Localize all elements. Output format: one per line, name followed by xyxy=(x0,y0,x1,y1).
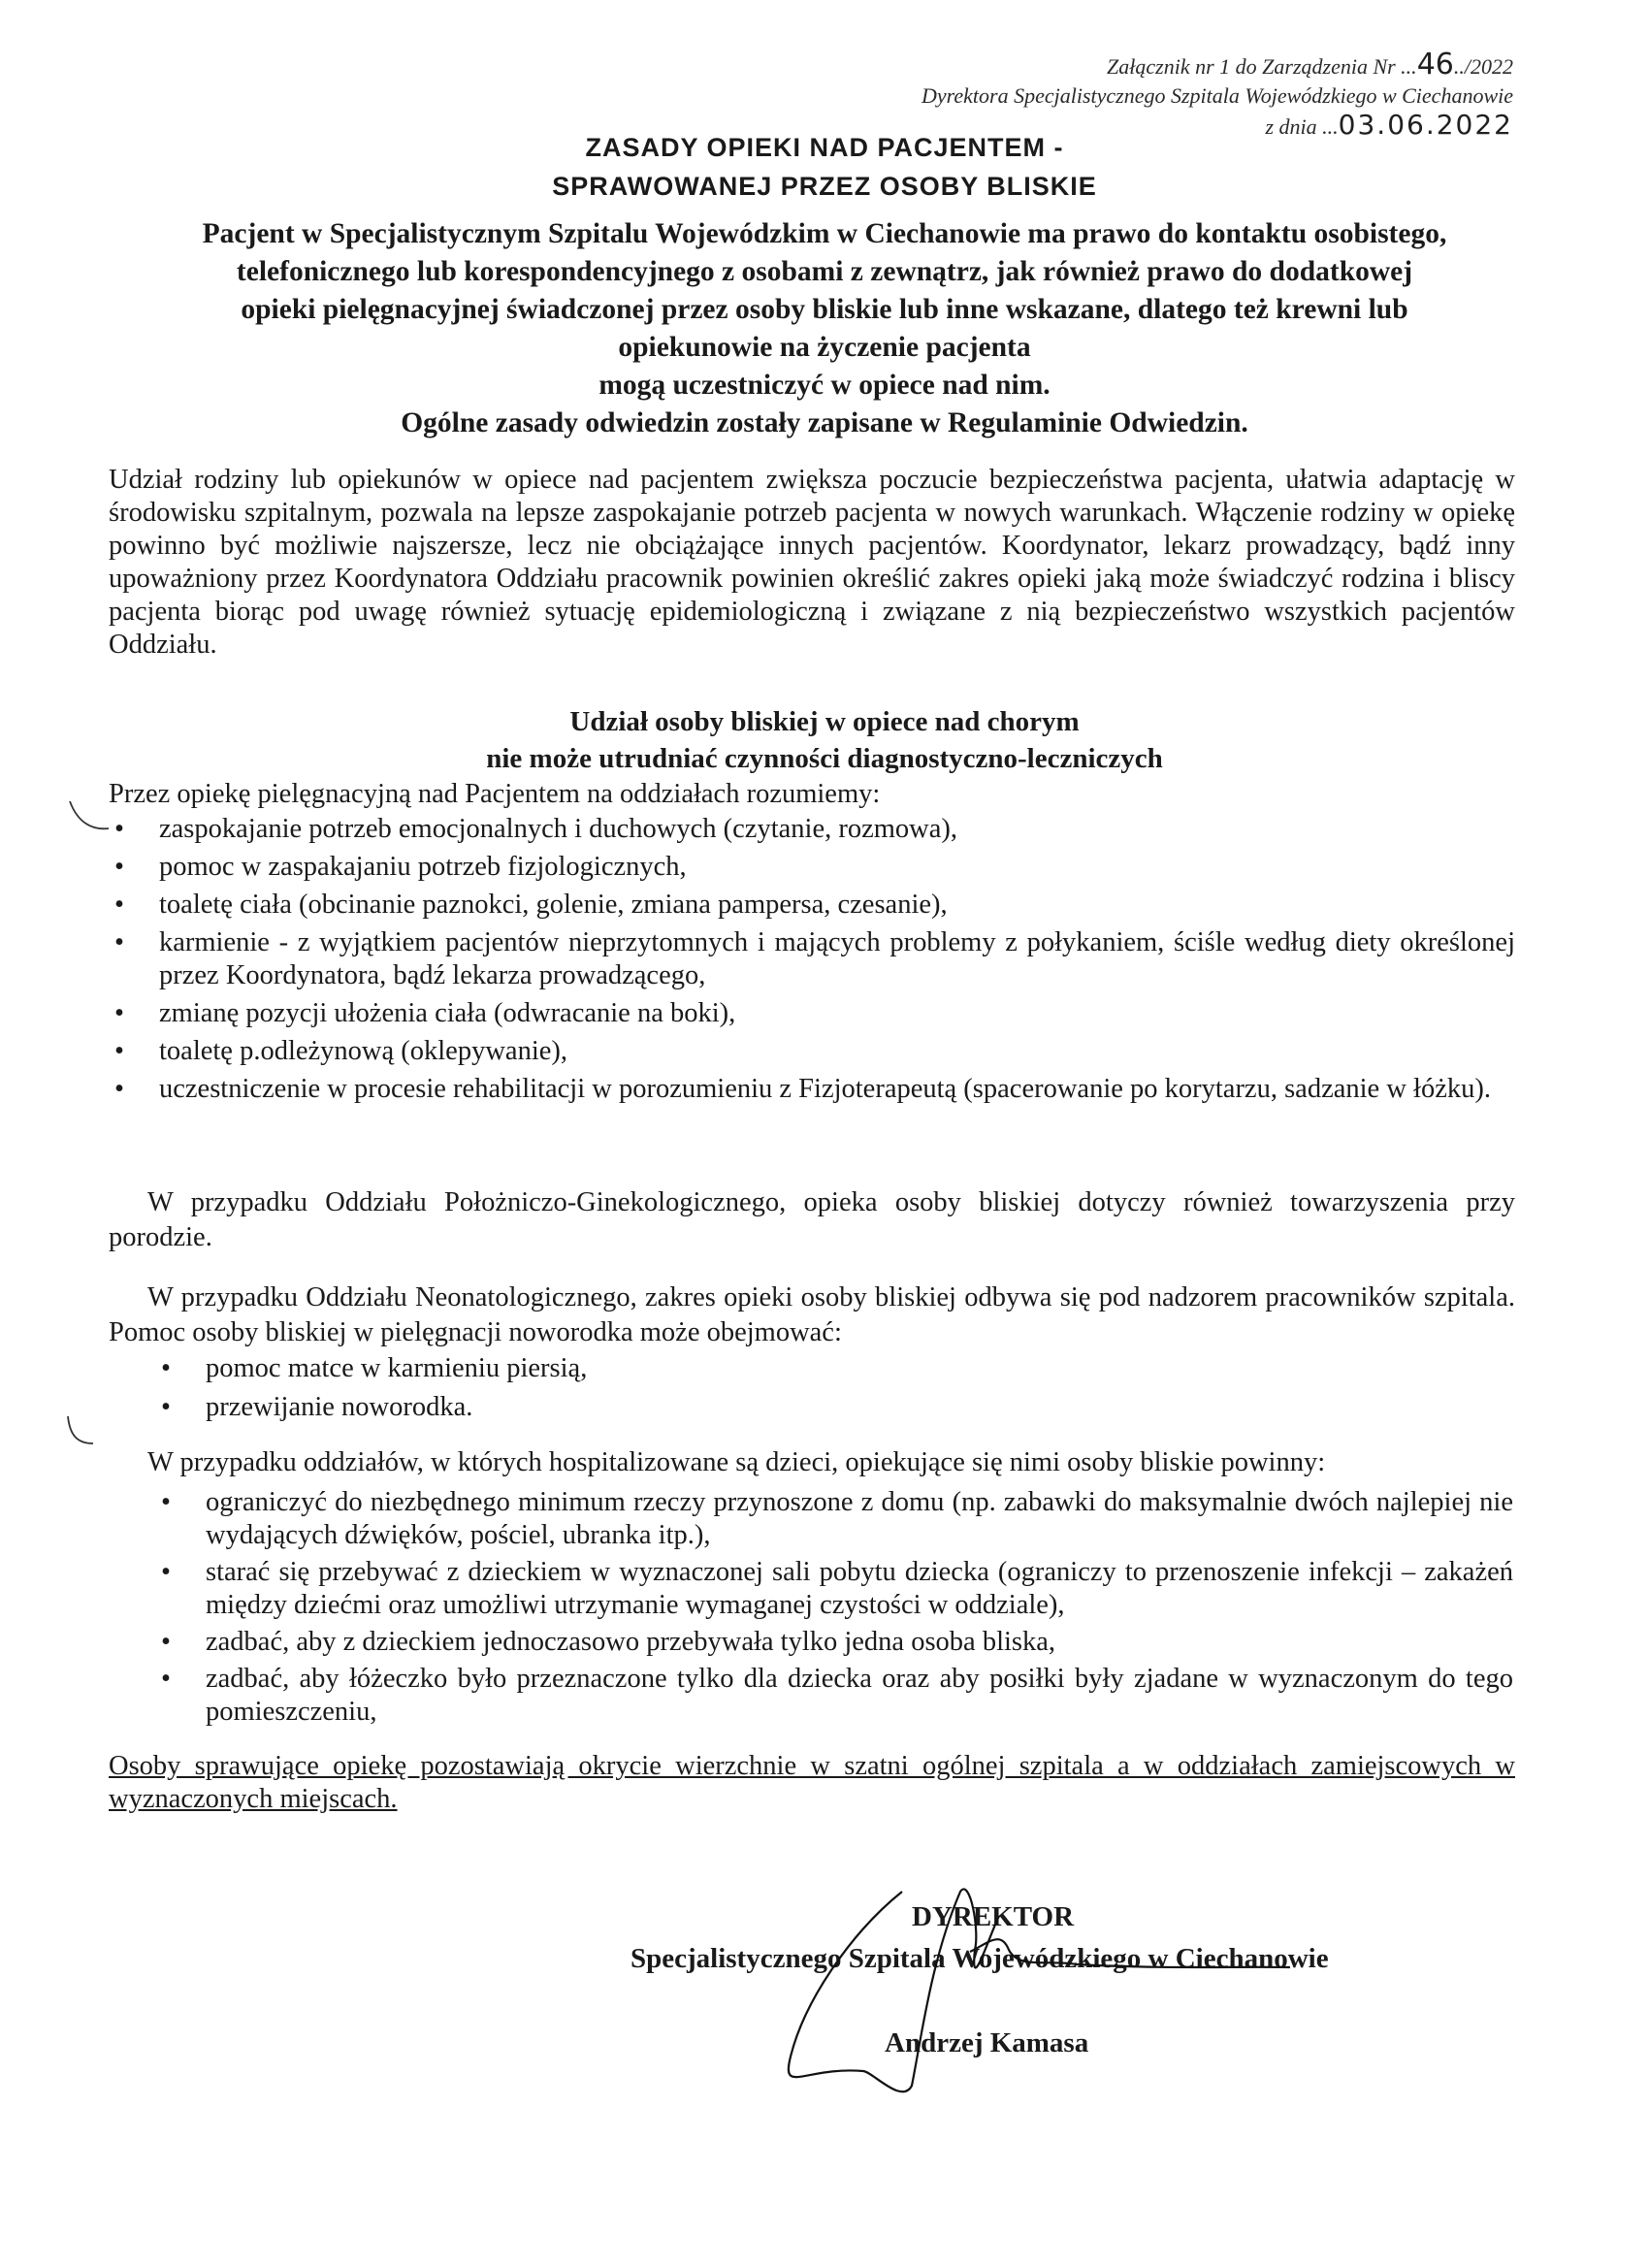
bold-notice-line-2: nie może utrudniać czynności diagnostyczno-leczniczych xyxy=(486,743,1163,774)
annex-line-2: Dyrektora Specjalistycznego Szpitala Wojewódzkiego w Ciechanowie xyxy=(922,83,1513,108)
family-participation-paragraph: Udział rodziny lub opiekunów w opiece nad pacjentem zwiększa poczucie bezpieczeństwa pacjenta, ułatwia adaptację w środowisku szpitalnym, pozwala na lepsze zaspokajanie potrzeb pacjenta w nowych warunkach. Włączenie rodziny w opiekę powinno być możliwie najszersze, lecz nie obciążające innych pacjentów. Koordynator, lekarz prowadzący, bądź inny upoważniony przez Koordynatora Oddziału pracownik powinien określić zakres opieki jaką może świadczyć rodzina i bliscy pacjenta biorąc pod uwagę również sytuację epidemiologiczną i związane z nią bezpieczeństwo wszystkich pacjentów Oddziału. xyxy=(109,465,1515,660)
annex-line-1-prefix: Załącznik nr 1 do Zarządzenia Nr ... xyxy=(1107,54,1417,79)
margin-mark-upper xyxy=(70,801,109,828)
bullet-icon: • xyxy=(161,1627,171,1657)
bullet-icon: • xyxy=(114,852,124,882)
children-paragraph: W przypadku oddziałów, w których hospitalizowane są dzieci, opiekujące się nimi osoby bliskie powinny: xyxy=(147,1447,1326,1477)
annex-date-handwritten: 03.06.2022 xyxy=(1338,109,1513,141)
lead-line-1: Pacjent w Specjalistycznym Szpitalu Wojewódzkim w Ciechanowie ma prawo do kontaktu osobistego, xyxy=(202,218,1447,249)
closing-underlined-note: Osoby sprawujące opiekę pozostawiają okrycie wierzchnie w szatni ogólnej szpitala a w oddziałach zamiejscowych w wyznaczonych miejscach. xyxy=(109,1751,1515,1814)
list-item-text: zmianę pozycji ułożenia ciała (odwracanie na boki), xyxy=(159,998,736,1028)
list-item-text: przewijanie noworodka. xyxy=(206,1392,473,1422)
lead-line-6: Ogólne zasady odwiedzin zostały zapisane w Regulaminie Odwiedzin. xyxy=(401,407,1248,438)
bullet-icon: • xyxy=(114,890,124,920)
list-item-text: toaletę p.odleżynową (oklepywanie), xyxy=(159,1036,568,1066)
title-line-2: SPRAWOWANEJ PRZEZ OSOBY BLISKIE xyxy=(552,172,1097,201)
signature-stroke-underline xyxy=(970,1939,1290,1967)
margin-mark-lower xyxy=(68,1416,93,1443)
bullet-icon: • xyxy=(114,927,124,957)
signature-title: DYREKTOR xyxy=(912,1901,1075,1932)
signature-name: Andrzej Kamasa xyxy=(885,2027,1089,2058)
annex-line-1-suffix: ../2022 xyxy=(1453,54,1513,79)
bullet-icon: • xyxy=(161,1664,171,1694)
bullet-icon: • xyxy=(161,1392,171,1422)
lead-line-4: opiekunowie na życzenie pacjenta xyxy=(618,332,1031,363)
title-line-1: ZASADY OPIEKI NAD PACJENTEM - xyxy=(585,133,1064,162)
annex-number-handwritten: 46 xyxy=(1416,48,1454,81)
lead-line-2: telefonicznego lub korespondencyjnego z osobami z zewnątrz, jak również prawo do dodatkowej xyxy=(236,256,1413,287)
list-item-text: uczestniczenie w procesie rehabilitacji w porozumieniu z Fizjoterapeutą (spacerowanie po korytarzu, sadzanie w łóżku). xyxy=(159,1074,1491,1104)
list-item-text: karmienie - z wyjątkiem pacjentów nieprzytomnych i mających problemy z połykaniem, ściśle według diety określonej przez Koordynatora, bądź lekarza prowadzącego, xyxy=(159,927,1515,990)
bullet-icon: • xyxy=(161,1487,171,1517)
lead-line-5: mogą uczestniczyć w opiece nad nim. xyxy=(598,370,1051,401)
bullet-icon: • xyxy=(114,1074,124,1104)
neonatal-paragraph: W przypadku Oddziału Neonatologicznego, zakres opieki osoby bliskiej odbywa się pod nadzorem pracowników szpitala. Pomoc osoby bliskiej w pielęgnacji noworodka może obejmować: xyxy=(109,1282,1515,1347)
lead-line-3: opieki pielęgnacyjnej świadczonej przez osoby bliskie lub inne wskazane, dlatego też krewni lub xyxy=(241,294,1408,325)
list-item-text: starać się przebywać z dzieckiem w wyznaczonej sali pobytu dziecka (ograniczy to przenoszenie infekcji – zakażeń między dziećmi oraz umożliwi utrzymanie wymaganej czystości w oddziale), xyxy=(206,1557,1513,1620)
bullet-icon: • xyxy=(114,1036,124,1066)
list-item-text: toaletę ciała (obcinanie paznokci, golenie, zmiana pampersa, czesanie), xyxy=(159,890,948,920)
list-item-text: zadbać, aby z dzieckiem jednoczasowo przebywała tylko jedna osoba bliska, xyxy=(206,1627,1056,1657)
annex-line-3-prefix: z dnia ... xyxy=(1265,114,1339,139)
obstetric-paragraph: W przypadku Oddziału Położniczo-Ginekologicznego, opieka osoby bliskiej dotyczy również towarzyszenia przy porodzie. xyxy=(109,1187,1515,1252)
signature-stroke-loop xyxy=(789,1889,999,2091)
care-list-intro: Przez opiekę pielęgnacyjną nad Pacjentem na oddziałach rozumiemy: xyxy=(109,779,881,809)
list-item-text: pomoc matce w karmieniu piersią, xyxy=(206,1353,588,1383)
list-item-text: ograniczyć do niezbędnego minimum rzeczy przynoszone z domu (np. zabawki do maksymalnie dwóch najlepiej nie wydających dźwięków, pościel, ubranka itp.), xyxy=(206,1487,1513,1550)
signature-organization: Specjalistycznego Szpitala Wojewódzkiego w Ciechanowie xyxy=(630,1943,1329,1974)
bold-notice-line-1: Udział osoby bliskiej w opiece nad chorym xyxy=(569,706,1080,737)
bullet-icon: • xyxy=(114,814,124,844)
list-item-text: zadbać, aby łóżeczko było przeznaczone tylko dla dziecka oraz aby posiłki były zjadane w wyznaczonym do tego pomieszczeniu, xyxy=(206,1664,1513,1727)
list-item-text: pomoc w zaspakajaniu potrzeb fizjologicznych, xyxy=(159,852,687,882)
list-item-text: zaspokajanie potrzeb emocjonalnych i duchowych (czytanie, rozmowa), xyxy=(159,814,957,844)
bullet-icon: • xyxy=(161,1353,171,1383)
bullet-icon: • xyxy=(114,998,124,1028)
bullet-icon: • xyxy=(161,1557,171,1587)
